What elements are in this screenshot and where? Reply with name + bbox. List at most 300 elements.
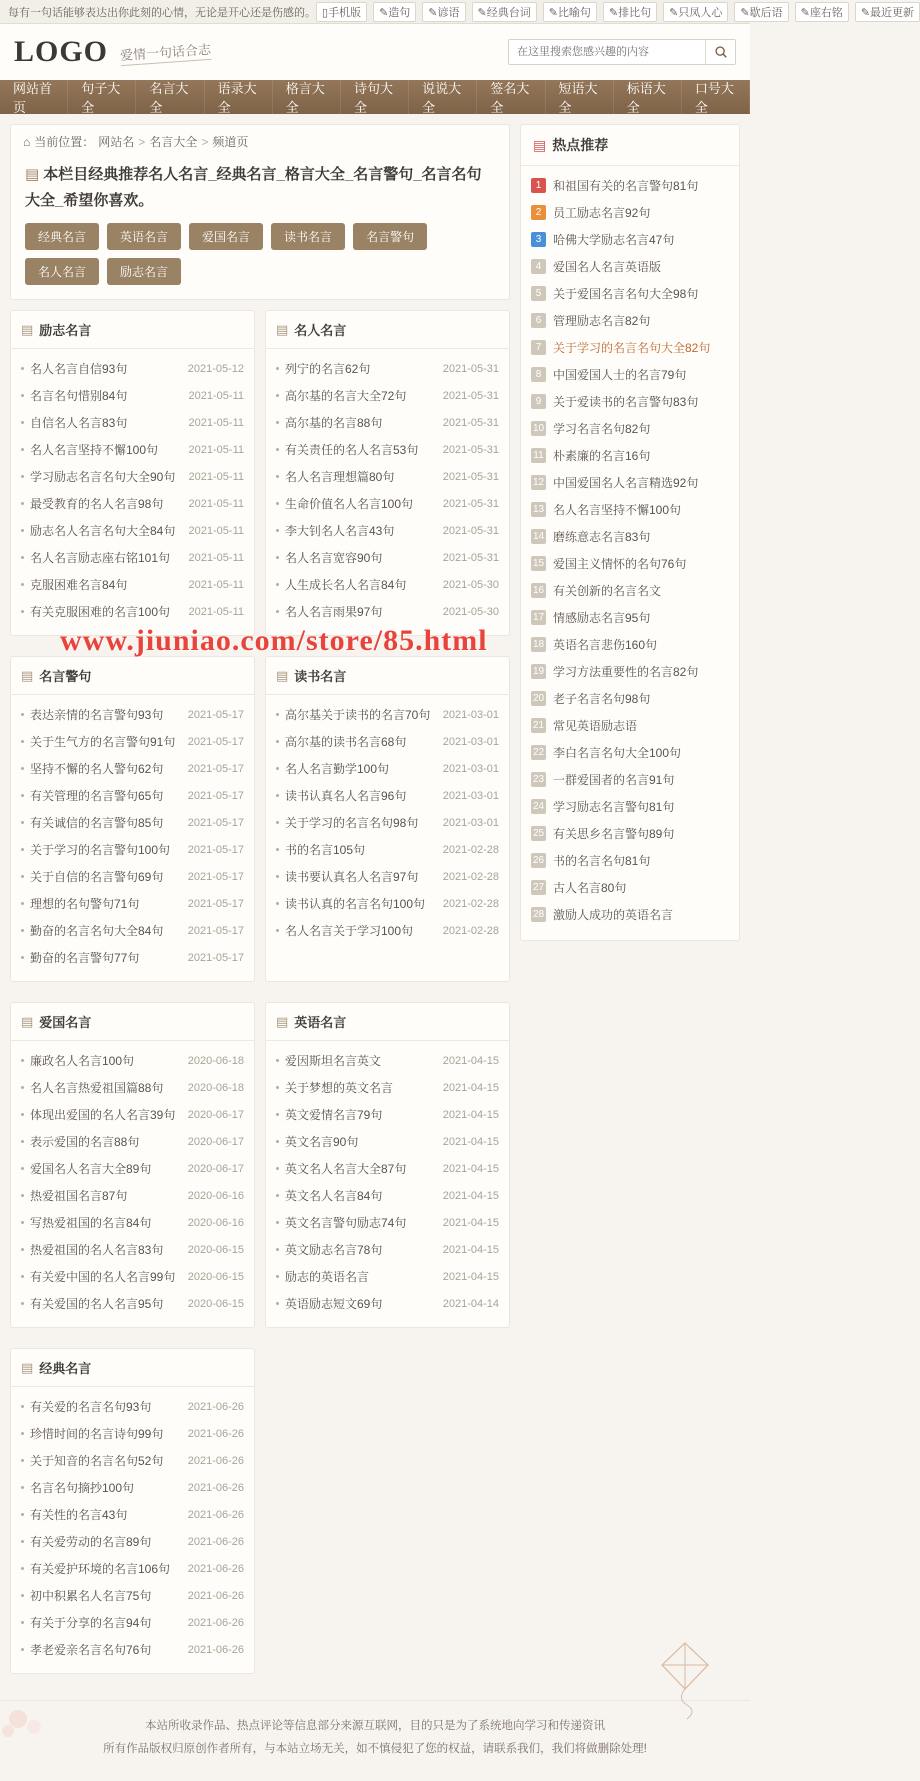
- top-link-zhifengrenxin[interactable]: ✎只凤人心: [663, 2, 728, 22]
- list-item-link[interactable]: 爱因斯坦名言英文: [285, 1054, 382, 1068]
- rank-badge: 7: [531, 340, 546, 355]
- hot-item-link[interactable]: 和祖国有关的名言警句81句: [553, 179, 699, 193]
- nav-item-kouhao[interactable]: 口号大全: [682, 80, 750, 114]
- list-item[interactable]: [21, 1582, 244, 1609]
- list-blocks: [10, 310, 510, 1684]
- list-item-link[interactable]: 表示爱国的名言88句: [30, 1135, 140, 1149]
- block-title: 读书名言: [294, 669, 347, 684]
- list-item-date: 2021-04-15: [442, 1216, 499, 1229]
- bullet-icon: [21, 956, 24, 959]
- tag-mingren[interactable]: 名人名言: [25, 258, 99, 285]
- hot-item-link[interactable]: 李白名言名句大全100句: [553, 746, 682, 760]
- tag-yingyu[interactable]: 英语名言: [107, 223, 181, 250]
- block-jingdian-mingyan: [10, 1348, 255, 1674]
- hot-item-link[interactable]: 中国爱国人士的名言79句: [553, 368, 687, 382]
- list-item[interactable]: [276, 782, 499, 809]
- list-item-link[interactable]: 有关爱护环境的名言106句: [30, 1562, 171, 1576]
- list-item-date: 2021-05-17: [187, 762, 244, 775]
- list-item-date: 2021-05-31: [442, 524, 499, 537]
- list-item-link[interactable]: 热爱祖国的名人名言83句: [30, 1243, 164, 1257]
- top-link-yanyu[interactable]: ✎谚语: [422, 2, 465, 22]
- hot-item-link[interactable]: 一群爱国者的名言91句: [553, 773, 675, 787]
- list-item[interactable]: [276, 571, 499, 598]
- hot-item-link[interactable]: 书的名言名句81句: [553, 854, 651, 868]
- hot-list-item[interactable]: [531, 172, 729, 199]
- hot-item-link[interactable]: 情感励志名言95句: [553, 611, 651, 625]
- list-item-link[interactable]: 高尔基的名言大全72句: [285, 389, 407, 403]
- list-item-link[interactable]: 英文名言90句: [285, 1135, 359, 1149]
- bullet-icon: [21, 767, 24, 770]
- hot-item-link[interactable]: 关于学习的名言名句大全82句: [553, 341, 711, 355]
- block-list: [11, 695, 254, 981]
- nav-item-home[interactable]: 网站首页: [0, 80, 68, 114]
- list-item[interactable]: [276, 544, 499, 571]
- bullet-icon: [276, 394, 279, 397]
- list-item[interactable]: [276, 755, 499, 782]
- block-header: [11, 1003, 254, 1041]
- list-item-date: 2021-05-17: [187, 708, 244, 721]
- content-wrap: [0, 114, 750, 1694]
- bullet-icon: [21, 421, 24, 424]
- hot-list-item[interactable]: [531, 766, 729, 793]
- list-item[interactable]: [21, 1609, 244, 1636]
- list-item-link[interactable]: 关于梦想的英文名言: [285, 1081, 394, 1095]
- list-item-date: 2020-06-17: [187, 1135, 244, 1148]
- list-item-link[interactable]: 有关爱的名言名句93句: [30, 1400, 152, 1414]
- hot-item-link[interactable]: 员工励志名言92句: [553, 206, 651, 220]
- list-item-link[interactable]: 表达亲情的名言警句93句: [30, 708, 164, 722]
- list-item-link[interactable]: 高尔基的读书名言68句: [285, 735, 407, 749]
- hot-recommend-card: [520, 124, 740, 941]
- rank-badge: 14: [532, 531, 545, 542]
- list-item-link[interactable]: 名人名言自信93句: [30, 362, 128, 376]
- bullet-icon: [21, 740, 24, 743]
- list-item-date: 2021-02-28: [442, 897, 499, 910]
- hot-list-item[interactable]: [531, 253, 729, 280]
- hot-item-link[interactable]: 爱国名人名言英语版: [553, 260, 662, 274]
- bullet-icon: [21, 1513, 24, 1516]
- hot-item-link[interactable]: 朴素廉的名言16句: [553, 449, 651, 463]
- list-item-link[interactable]: 英文爱情名言79句: [285, 1108, 383, 1122]
- hot-item-link[interactable]: 爱国主义情怀的名句76句: [553, 557, 687, 571]
- footer-line-2: 所有作品版权归原创作者所有，与本站立场无关，如不慎侵犯了您的权益，请联系我们，我们将做删除处理!: [103, 1743, 647, 1755]
- bullet-icon: [21, 367, 24, 370]
- list-item[interactable]: [276, 836, 499, 863]
- list-item-link[interactable]: 英文励志名言78句: [285, 1243, 383, 1257]
- rank-badge: 24: [532, 801, 545, 812]
- list-item[interactable]: [276, 701, 499, 728]
- hot-list-item[interactable]: [531, 874, 729, 901]
- list-item[interactable]: [21, 1263, 244, 1290]
- list-item-link[interactable]: 有关责任的名人名言53句: [285, 443, 419, 457]
- document-icon: ▤: [21, 321, 34, 337]
- list-item[interactable]: [21, 809, 244, 836]
- list-item[interactable]: [276, 1263, 499, 1290]
- list-item[interactable]: [21, 1047, 244, 1074]
- hot-item-link[interactable]: 老子名言名句98句: [553, 692, 651, 706]
- list-item-link[interactable]: 关于自信的名言警句69句: [30, 870, 164, 884]
- list-item-link[interactable]: 热爱祖国名言87句: [30, 1189, 128, 1203]
- list-item[interactable]: [21, 1528, 244, 1555]
- list-item[interactable]: [276, 917, 499, 944]
- bullet-icon: [21, 1140, 24, 1143]
- list-item-date: 2020-06-15: [187, 1270, 244, 1283]
- list-item-link[interactable]: 励志的英语名言: [285, 1270, 370, 1284]
- list-item-link[interactable]: 体现出爱国的名人名言39句: [30, 1108, 176, 1122]
- list-item-link[interactable]: 有关性的名言43句: [30, 1508, 128, 1522]
- list-item-link[interactable]: 最受教育的名人名言98句: [30, 497, 164, 511]
- nav-item-geyan[interactable]: 格言大全: [273, 80, 341, 114]
- list-item-link[interactable]: 名人名言坚持不懈100句: [30, 443, 159, 457]
- tag-lizhi[interactable]: 励志名言: [107, 258, 181, 285]
- list-item-link[interactable]: 英文名人名言84句: [285, 1189, 383, 1203]
- list-item[interactable]: [276, 1047, 499, 1074]
- list-item-date: 2021-03-01: [442, 789, 499, 802]
- list-item[interactable]: [21, 436, 244, 463]
- list-item[interactable]: [21, 598, 244, 625]
- list-item[interactable]: [276, 355, 499, 382]
- hot-list-item[interactable]: [531, 712, 729, 739]
- hot-list-item[interactable]: [531, 334, 729, 361]
- list-item-link[interactable]: 写热爱祖国的名言84句: [30, 1216, 152, 1230]
- hot-list-item[interactable]: [531, 469, 729, 496]
- list-item-link[interactable]: 廉政名人名言100句: [30, 1054, 135, 1068]
- hot-list-item[interactable]: [531, 280, 729, 307]
- list-item[interactable]: [276, 409, 499, 436]
- list-item-link[interactable]: 高尔基关于读书的名言70句: [285, 708, 431, 722]
- list-item-date: 2021-05-11: [188, 443, 244, 456]
- list-item-link[interactable]: 有关管理的名言警句65句: [30, 789, 164, 803]
- list-item-link[interactable]: 列宁的名言62句: [285, 362, 371, 376]
- list-item-link[interactable]: 高尔基的名言88句: [285, 416, 383, 430]
- list-item-link[interactable]: 读书认真的名言名句100句: [285, 897, 426, 911]
- list-item[interactable]: [276, 863, 499, 890]
- hot-item-link[interactable]: 常见英语励志语: [553, 719, 638, 733]
- list-item[interactable]: [21, 728, 244, 755]
- fire-icon: ▤: [533, 136, 547, 153]
- top-link-paibiju[interactable]: ✎排比句: [603, 2, 657, 22]
- list-item-date: 2021-05-17: [187, 897, 244, 910]
- bullet-icon: [276, 610, 279, 613]
- bullet-icon: [21, 502, 24, 505]
- list-item[interactable]: [21, 863, 244, 890]
- search-button[interactable]: [705, 40, 735, 64]
- list-item[interactable]: [21, 490, 244, 517]
- list-item-link[interactable]: 励志名人名言名句大全84句: [30, 524, 176, 538]
- list-item-link[interactable]: 有关爱中国的名人名言99句: [30, 1270, 176, 1284]
- hot-list-item[interactable]: [531, 793, 729, 820]
- list-item-link[interactable]: 关于学习的名言警句100句: [30, 843, 171, 857]
- hot-list-item[interactable]: [531, 496, 729, 523]
- list-item[interactable]: [21, 544, 244, 571]
- hot-list-item[interactable]: [531, 226, 729, 253]
- hot-item-link[interactable]: 学习名言名句82句: [553, 422, 651, 436]
- hot-list-item[interactable]: [531, 604, 729, 631]
- list-item[interactable]: [276, 382, 499, 409]
- block-list: [266, 1041, 509, 1327]
- list-item[interactable]: [21, 1209, 244, 1236]
- list-item[interactable]: [21, 1447, 244, 1474]
- list-item[interactable]: [276, 1182, 499, 1209]
- rank-badge: 22: [532, 747, 545, 758]
- nav-item-mingyan[interactable]: 名言大全: [136, 80, 204, 114]
- list-item-link[interactable]: 名人名言勤学100句: [285, 762, 390, 776]
- hot-list-item[interactable]: [531, 388, 729, 415]
- top-link-biyuju[interactable]: ✎比喻句: [543, 2, 597, 22]
- list-item-link[interactable]: 关于学习的名言名句98句: [285, 816, 419, 830]
- list-item[interactable]: [21, 1636, 244, 1663]
- hot-list-item[interactable]: [531, 685, 729, 712]
- list-item[interactable]: [21, 1501, 244, 1528]
- list-item[interactable]: [21, 1236, 244, 1263]
- hot-item-link[interactable]: 古人名言80句: [553, 881, 627, 895]
- list-item[interactable]: [276, 1236, 499, 1263]
- block-title: 名人名言: [294, 323, 347, 338]
- list-item[interactable]: [21, 1155, 244, 1182]
- top-link-zaoju[interactable]: ✎造句: [373, 2, 416, 22]
- list-item-link[interactable]: 生命价值名人名言100句: [285, 497, 414, 511]
- list-item-link[interactable]: 有关于分享的名言94句: [30, 1616, 152, 1630]
- list-item-link[interactable]: 勤奋的名言名句大全84句: [30, 924, 164, 938]
- list-item[interactable]: [21, 755, 244, 782]
- list-item-link[interactable]: 孝老爱亲名言名句76句: [30, 1643, 152, 1657]
- breadcrumb-item-site[interactable]: 网站名: [98, 135, 135, 149]
- sidebar-title: 热点推荐: [552, 137, 609, 153]
- list-item[interactable]: [21, 1101, 244, 1128]
- list-item-link[interactable]: 名人名言关于学习100句: [285, 924, 414, 938]
- nav-item-shiju[interactable]: 诗句大全: [341, 80, 409, 114]
- list-item[interactable]: [21, 1393, 244, 1420]
- list-item[interactable]: [21, 382, 244, 409]
- list-item[interactable]: [21, 1182, 244, 1209]
- list-item-link[interactable]: 自信名人名言83句: [30, 416, 128, 430]
- list-item-link[interactable]: 英语励志短文69句: [285, 1297, 383, 1311]
- list-item[interactable]: [276, 1290, 499, 1317]
- list-item[interactable]: [276, 1101, 499, 1128]
- list-item[interactable]: [21, 1290, 244, 1317]
- list-item[interactable]: [21, 917, 244, 944]
- hot-list-item[interactable]: [531, 631, 729, 658]
- list-item-date: 2021-02-28: [442, 870, 499, 883]
- block-mingren-mingyan: [265, 310, 510, 636]
- list-item-link[interactable]: 人生成长名人名言84句: [285, 578, 407, 592]
- hot-list-item[interactable]: [531, 361, 729, 388]
- list-item-link[interactable]: 名人名言理想篇80句: [285, 470, 395, 484]
- hot-list-item[interactable]: [531, 658, 729, 685]
- hot-list-item[interactable]: [531, 199, 729, 226]
- hot-list-item[interactable]: [531, 415, 729, 442]
- bullet-icon: [276, 1248, 279, 1251]
- rank-badge: 27: [532, 882, 545, 893]
- block-title: 爱国名言: [39, 1015, 92, 1030]
- top-link-zuoyouming[interactable]: ✎座右铭: [795, 2, 849, 22]
- star-icon: ✎: [800, 6, 810, 19]
- bullet-icon: [276, 1167, 279, 1170]
- top-link-jingdiantaici[interactable]: ✎经典台词: [472, 2, 537, 22]
- list-item[interactable]: [21, 701, 244, 728]
- list-item-link[interactable]: 名人名言宽容90句: [285, 551, 383, 565]
- list-item-link[interactable]: 书的名言105句: [285, 843, 366, 857]
- list-item[interactable]: [21, 517, 244, 544]
- list-item-date: 2021-05-11: [188, 389, 244, 402]
- hot-item-link[interactable]: 有关创新的名言名文: [553, 584, 662, 598]
- nav-item-shuoshuo[interactable]: 说说大全: [409, 80, 477, 114]
- list-item[interactable]: [276, 517, 499, 544]
- list-item-link[interactable]: 名人名言热爱祖国篇88句: [30, 1081, 164, 1095]
- hot-item-link[interactable]: 名人名言坚持不懈100句: [553, 503, 682, 517]
- list-item-link[interactable]: 珍惜时间的名言诗句99句: [30, 1427, 164, 1441]
- list-item-date: 2021-05-11: [188, 416, 244, 429]
- hot-list-item[interactable]: [531, 442, 729, 469]
- list-item[interactable]: [276, 1209, 499, 1236]
- list-item-link[interactable]: 有关爱劳动的名言89句: [30, 1535, 152, 1549]
- hot-list-item[interactable]: [531, 901, 729, 928]
- hot-list-item[interactable]: [531, 739, 729, 766]
- top-link-xiehouyu[interactable]: ✎歇后语: [734, 2, 788, 22]
- hot-item-link[interactable]: 中国爱国名人名言精选92句: [553, 476, 699, 490]
- list-item-link[interactable]: 英文名人名言大全87句: [285, 1162, 407, 1176]
- hot-item-link[interactable]: 管理励志名言82句: [553, 314, 651, 328]
- top-link-zuijingengxin[interactable]: ✎最近更新: [855, 2, 920, 22]
- list-item[interactable]: [276, 1128, 499, 1155]
- hot-list-item[interactable]: [531, 523, 729, 550]
- hot-item-link[interactable]: 英语名言悲伤160句: [553, 638, 658, 652]
- list-item[interactable]: [21, 782, 244, 809]
- bullet-icon: [21, 1113, 24, 1116]
- rank-badge: 6: [531, 313, 546, 328]
- list-item-link[interactable]: 初中积累名人名言75句: [30, 1589, 152, 1603]
- list-item[interactable]: [21, 1420, 244, 1447]
- nav-item-juzi[interactable]: 句子大全: [68, 80, 136, 114]
- list-item-date: 2021-05-17: [187, 951, 244, 964]
- list-item-link[interactable]: 关于知音的名言名句52句: [30, 1454, 164, 1468]
- list-item-link[interactable]: 李大钊名人名言43句: [285, 524, 395, 538]
- list-item-link[interactable]: 有关诚信的名言警句85句: [30, 816, 164, 830]
- list-item[interactable]: [276, 490, 499, 517]
- list-item-link[interactable]: 名言名句摘抄100句: [30, 1481, 135, 1495]
- list-item[interactable]: [21, 355, 244, 382]
- list-item-link[interactable]: 有关爱国的名人名言95句: [30, 1297, 164, 1311]
- list-item[interactable]: [21, 1128, 244, 1155]
- list-item-date: 2021-03-01: [442, 708, 499, 721]
- list-item-link[interactable]: 克服困难名言84句: [30, 578, 128, 592]
- list-item[interactable]: [21, 944, 244, 971]
- list-item-link[interactable]: 名人名言励志座右铭101句: [30, 551, 171, 565]
- bullet-icon: [21, 794, 24, 797]
- list-item[interactable]: [21, 1555, 244, 1582]
- list-item-date: 2020-06-17: [187, 1108, 244, 1121]
- list-item[interactable]: [276, 890, 499, 917]
- hot-list-item[interactable]: [531, 577, 729, 604]
- tag-dushu[interactable]: 读书名言: [271, 223, 345, 250]
- nav-item-yulu[interactable]: 语录大全: [205, 80, 273, 114]
- breadcrumb-item-current: 频道页: [212, 135, 249, 149]
- list-item-link[interactable]: 学习励志名言名句大全90句: [30, 470, 176, 484]
- top-link-mobile[interactable]: ▯手机版: [316, 2, 367, 22]
- list-item[interactable]: [21, 463, 244, 490]
- block-title: 英语名言: [294, 1015, 347, 1030]
- quote-icon: ✎: [548, 6, 558, 19]
- tag-jingdian[interactable]: 经典名言: [25, 223, 99, 250]
- list-item-link[interactable]: 坚持不懈的名人警句62句: [30, 762, 164, 776]
- document-icon: ▤: [276, 667, 289, 683]
- document-icon: ▤: [276, 321, 289, 337]
- list-item[interactable]: [276, 1074, 499, 1101]
- hot-item-link[interactable]: 关于爱读书的名言警句83句: [553, 395, 699, 409]
- list-item-link[interactable]: 读书要认真名人名言97句: [285, 870, 419, 884]
- bullet-icon: [276, 848, 279, 851]
- list-item-date: 2020-06-15: [187, 1243, 244, 1256]
- list-item-link[interactable]: 英文名言警句励志74句: [285, 1216, 407, 1230]
- list-item[interactable]: [21, 890, 244, 917]
- tag-aiguo[interactable]: 爱国名言: [189, 223, 263, 250]
- bullet-icon: [276, 713, 279, 716]
- list-item[interactable]: [276, 436, 499, 463]
- bullet-icon: [276, 448, 279, 451]
- bullet-icon: [276, 1302, 279, 1305]
- nav-item-qianming[interactable]: 签名大全: [477, 80, 545, 114]
- breadcrumb-separator: >: [138, 134, 146, 149]
- list-item[interactable]: [21, 571, 244, 598]
- list-item-link[interactable]: 名人名言雨果97句: [285, 605, 383, 619]
- hot-item-link[interactable]: 关于爱国名言名句大全98句: [553, 287, 699, 301]
- hot-item-link[interactable]: 学习励志名言警句81句: [553, 800, 675, 814]
- hot-list-item[interactable]: [531, 550, 729, 577]
- list-item-date: 2021-03-01: [442, 762, 499, 775]
- list-item-date: 2021-06-26: [187, 1481, 244, 1494]
- hot-item-link[interactable]: 哈佛大学励志名言47句: [553, 233, 675, 247]
- list-item[interactable]: [276, 463, 499, 490]
- bullet-icon: [21, 1302, 24, 1305]
- list-item[interactable]: [276, 728, 499, 755]
- hot-list-item[interactable]: [531, 820, 729, 847]
- hot-item-link[interactable]: 学习方法重要性的名言82句: [553, 665, 699, 679]
- hot-list-item[interactable]: [531, 847, 729, 874]
- list-item[interactable]: [21, 409, 244, 436]
- list-item[interactable]: [21, 836, 244, 863]
- block-lizhi-mingyan: [10, 310, 255, 636]
- list-item-date: 2021-06-26: [187, 1400, 244, 1413]
- list-item-link[interactable]: 关于生气方的名言警句91句: [30, 735, 176, 749]
- nav-item-biaoyu[interactable]: 标语大全: [614, 80, 682, 114]
- hot-item-link[interactable]: 激励人成功的英语名言: [553, 908, 674, 922]
- hot-list-item[interactable]: [531, 307, 729, 334]
- bullet-icon: [21, 1167, 24, 1170]
- search-input[interactable]: [509, 40, 705, 64]
- list-item-link[interactable]: 读书认真名人名言96句: [285, 789, 407, 803]
- list-item[interactable]: [276, 1155, 499, 1182]
- list-item-link[interactable]: 理想的名句警句71句: [30, 897, 140, 911]
- bullet-icon: [276, 767, 279, 770]
- hot-item-link[interactable]: 有关思乡名言警句89句: [553, 827, 675, 841]
- breadcrumb-item-category[interactable]: 名言大全: [149, 135, 198, 149]
- list-item-link[interactable]: 爱国名人名言大全89句: [30, 1162, 152, 1176]
- site-logo[interactable]: LOGO: [14, 35, 109, 68]
- list-item[interactable]: [276, 598, 499, 625]
- list-item-link[interactable]: 名言名句惜别84句: [30, 389, 128, 403]
- nav-item-duanyu[interactable]: 短语大全: [546, 80, 614, 114]
- list-item[interactable]: [21, 1474, 244, 1501]
- search-box[interactable]: [508, 39, 736, 65]
- list-item[interactable]: [276, 809, 499, 836]
- footer-line-1: 本站所收录作品、热点评论等信息部分来源互联网，目的只是为了系统地向学习和传递资讯: [145, 1720, 605, 1732]
- tag-jingju[interactable]: 名言警句: [353, 223, 427, 250]
- list-item-link[interactable]: 勤奋的名言警句77句: [30, 951, 140, 965]
- hot-item-link[interactable]: 磨练意志名言83句: [553, 530, 651, 544]
- list-item-link[interactable]: 有关克服困难的名言100句: [30, 605, 171, 619]
- list-item[interactable]: [21, 1074, 244, 1101]
- film-icon: ✎: [477, 6, 487, 19]
